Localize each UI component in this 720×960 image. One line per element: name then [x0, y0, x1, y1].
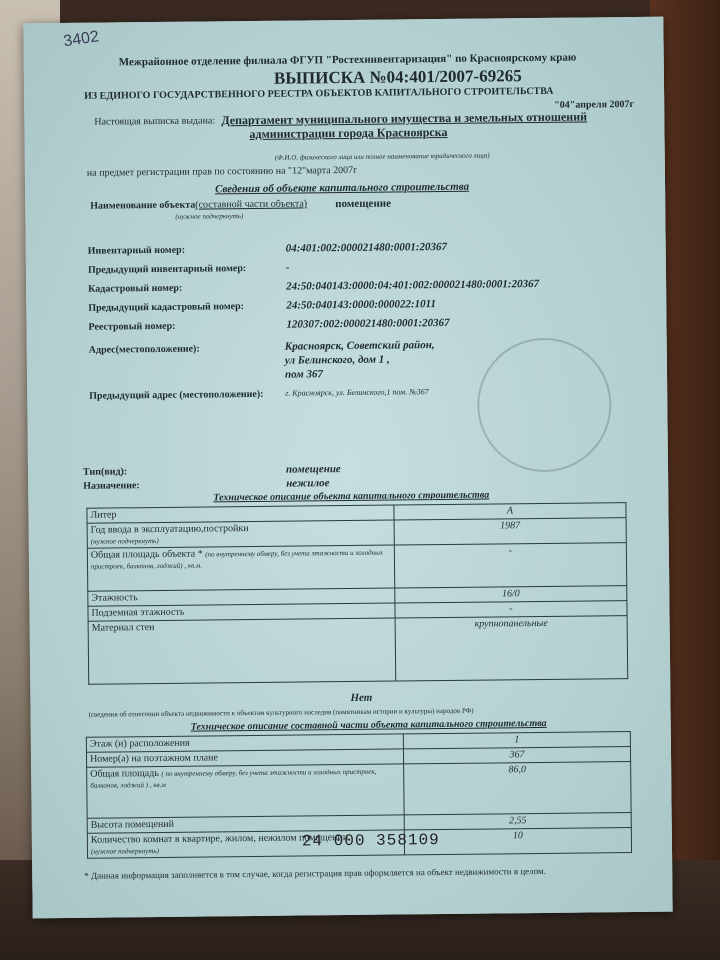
document-sheet [23, 17, 672, 919]
type-value: помещение [285, 463, 341, 476]
seal-watermark [477, 337, 612, 472]
object-name-label: Наименование объекта [90, 199, 196, 212]
tech2-value: 2,55 [508, 815, 527, 827]
field-value-registry: 120307:002:000021480:0001:20367 [286, 316, 450, 331]
prev-address-label: Предыдущий адрес (местоположение): [89, 388, 264, 402]
address-label: Адрес(местоположение): [88, 343, 200, 356]
object-name-option: (составной части объекта) [195, 198, 308, 211]
address-line2: ул Белинского, дом 1 , [284, 353, 390, 367]
tech2-note: (нужное подчеркнуть) [90, 847, 159, 856]
tech1-note: (нужное подчеркнуть) [90, 536, 159, 546]
field-label-registry: Реестровый номер: [88, 320, 176, 333]
field-label-cadastral: Кадастровый номер: [88, 282, 183, 295]
field-label-prev-cadastral: Предыдущий кадастровый номер: [88, 301, 245, 314]
tech1-label: Литер [90, 509, 117, 521]
issued-to-line1: Департамент муниципального имущества и земельных отношений [221, 109, 588, 128]
tech2-value: 86,0 [508, 764, 526, 776]
issued-to-line2: администрации города Красноярска [249, 124, 448, 142]
tech1-label: Этажность [91, 592, 138, 604]
document-title: ВЫПИСКА №04:401/2007-69265 [273, 66, 522, 88]
field-label-inventory: Инвентарный номер: [87, 244, 186, 257]
field-value-prev-cadastral: 24:50:040143:0000:000022:1011 [286, 298, 437, 312]
tech1-value: - [509, 603, 513, 615]
object-name-hint: (нужное подчеркнуть) [175, 212, 244, 221]
org-name: Межрайонное отделение филиала ФГУП "Ростехинвентаризация" по Красноярскому краю [118, 51, 577, 69]
address-line1: Красноярск, Советский район, [284, 339, 435, 353]
tech2-label: Общая площадь [90, 767, 159, 780]
tech2-label: Этаж (и) расположения [89, 737, 190, 750]
field-value-cadastral: 24:50:040143:0000:04:401:002:000021480:0001:20367 [286, 277, 540, 293]
tech1-label: Общая площадь объекта * [90, 548, 203, 561]
footnote: * Данная информация заполняется в том случае, когда регистрация прав оформляется на объект недвижимости в целом. [84, 865, 546, 881]
tech2-label: Номер(а) на поэтажном плане [89, 752, 218, 765]
tech1-note: (по внутреннему обмеру, без учета этажности и холодных пристроек, балконов, лоджий) , кв.м. [90, 548, 384, 571]
serial-stamp-number: 24 000 358109 [301, 831, 440, 851]
table-row [88, 616, 628, 685]
type-label: Тип(вид): [82, 466, 128, 478]
table-row [87, 762, 632, 819]
field-value-prev-inventory: - [285, 261, 290, 274]
heritage-value: Нет [350, 691, 373, 704]
address-line3: пом 367 [284, 368, 324, 381]
heritage-note: (сведения об отнесении объекта недвижимости к объектам культурного наследия (памятникам истории и культуры) народов РФ) [88, 706, 474, 719]
handwritten-number: 3402 [62, 28, 101, 51]
purpose-value: нежилое [286, 477, 330, 490]
as-of-date: на предмет регистрации прав по состоянию на "12"марта 2007г [86, 164, 358, 179]
tech2-heading: Техническое описание составной части объекта капитального строительства [190, 717, 547, 733]
tech2-note: ( по внутреннему обмеру, без учета этажности и холодных пристроек, балконов, лоджий ) , кв.м [90, 767, 377, 790]
tech1-value: - [508, 545, 513, 557]
tech2-label: Высота помещений [90, 818, 175, 831]
document-subtitle: ИЗ ЕДИНОГО ГОСУДАРСТВЕННОГО РЕЕСТРА ОБЪЕКТОВ КАПИТАЛЬНОГО СТРОИТЕЛЬСТВА [84, 85, 554, 102]
tech1-label: Материал стен [91, 622, 155, 634]
object-name-value: помещение [335, 197, 392, 211]
tech1-value: А [506, 505, 514, 517]
tech2-value: 10 [512, 830, 523, 842]
tech1-value: 16/0 [501, 588, 520, 600]
object-section-heading: Сведения об объекте капитального строительства [215, 180, 470, 196]
issue-date: "04"апреля 2007г [554, 98, 635, 111]
field-value-inventory: 04:401:002:000021480:0001:20367 [285, 240, 448, 255]
issued-label: Настоящая выписка выдана: [94, 115, 216, 128]
tech2-value: 1 [514, 734, 520, 746]
field-label-prev-inventory: Предыдущий инвентарный номер: [87, 263, 247, 276]
prev-address-value: г. Красноярск, ул. Белинского,1 пом. №367 [285, 387, 429, 398]
tech2-value: 367 [509, 749, 525, 761]
tech1-table [86, 502, 628, 685]
tech1-value: 1987 [500, 520, 521, 532]
issued-note: (Ф.И.О. физического лица или полное наименование юридического лица) [274, 151, 490, 162]
tech1-heading: Техническое описание объекта капитального строительства [213, 489, 490, 504]
tech1-label: Год ввода в эксплуатацию,постройки [90, 523, 249, 536]
tech2-label: Количество комнат в квартире, жилом, нежилом помещении [90, 832, 349, 846]
purpose-label: Назначение: [83, 480, 140, 492]
table-row [87, 543, 626, 592]
tech1-label: Подземная этажность [91, 606, 185, 619]
tech1-value: крупнопанельные [474, 617, 548, 630]
